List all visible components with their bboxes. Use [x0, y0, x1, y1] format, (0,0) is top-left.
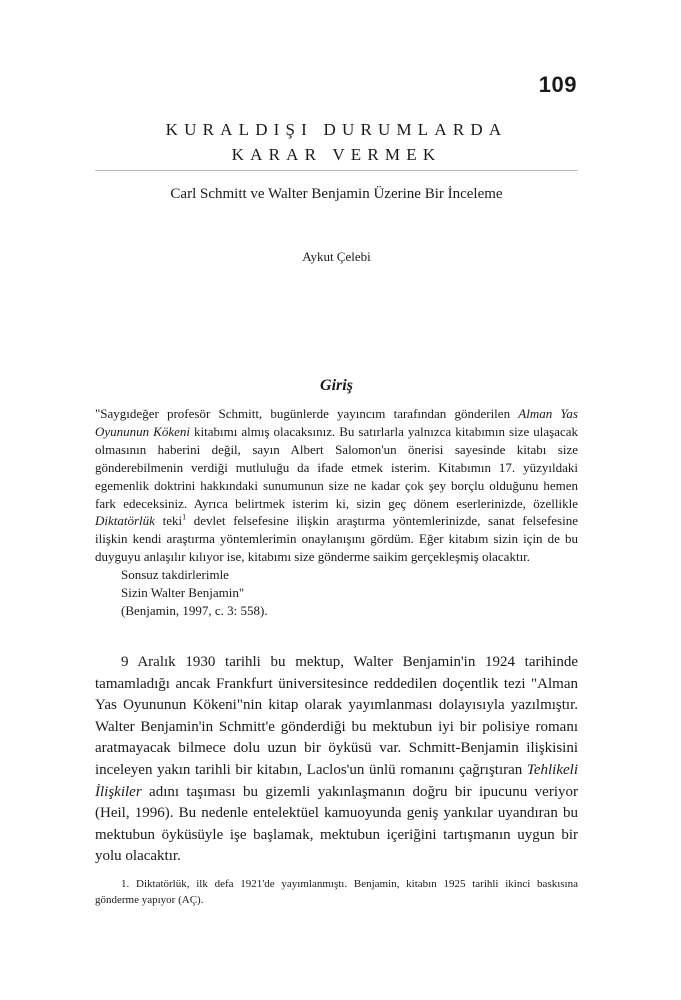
footnote: 1. Diktatörlük, ilk defa 1921'de yayımlanmıştı. Benjamin, kitabın 1925 tarihli ikinci baskısına gönderme yapıyor (AÇ).: [95, 878, 578, 906]
block-quote: [95, 405, 578, 620]
quote-work-title: Diktatörlük: [95, 513, 155, 529]
quote-text-4: devlet felsefesine ilişkin araştırma yöntemlerinizde, sanat felsefesine ilişkin kendi araştırma yöntemlerimin onaylanışını gördüm. Eğer kitabım sizin için de bu duyguyu anlaşılır kılıyor ise, kitabımı size gönderme saikim gerçekleşmiş olacaktır.: [95, 513, 578, 565]
body-paragraph: [95, 652, 578, 868]
article-subtitle: Carl Schmitt ve Walter Benjamin Üzerine Bir İnceleme: [170, 186, 503, 202]
quote-book-title: Alman Yas Oyununun Kökeni: [95, 406, 578, 439]
title-line-2: KARAR VERMEK: [231, 145, 442, 164]
title-divider: [95, 170, 578, 171]
quote-text-2: kitabımı almış olacaksınız. Bu satırlarla yalnızca kitabımın size ulaşacak olmasının haberini değil, sayın Albert Salomon'un önerisi sayesinde kitabı size gönderebilmenin verdiği mutluluğu da ifade etmek isterim. Kitabımın 17. yüzyıldaki egemenlik doktrini hakkındaki sunumunun size ne kadar çok şey borçlu olduğunu hemen fark edeceksiniz. Ayrıca belirtmek isterim ki, sizin geç dönem eserlerinizde, özellikle: [95, 423, 579, 511]
quote-text-1: "Saygıdeğer profesör Schmitt, bugünlerde yayıncım tarafından gönderilen: [95, 406, 519, 421]
quote-signature: Sizin Walter Benjamin": [121, 585, 245, 601]
page-number: 109: [538, 72, 577, 97]
quote-closing: Sonsuz takdirlerimle: [121, 567, 229, 583]
quote-text-3: teki: [154, 513, 183, 529]
author-name: Aykut Çelebi: [302, 249, 371, 264]
body-text-2: adını taşıması bu gizemli yakınlaşmanın doğru bir ipucunu veriyor (Heil, 1996). Bu nedenle entelektüel kamuoyunda geniş yankılar uyandıran bu mektubun öyküsüyle işe başlamak, mektubun içeriğini tartışmanın uygun bir yolu olacaktır.: [95, 783, 578, 865]
body-text-1: 9 Aralık 1930 tarihli bu mektup, Walter Benjamin'in 1924 tarihinde tamamladığı ancak Frankfurt üniversitesince reddedilen doçentlik tezi "Alman Yas Oyununun Kökeni"nin kitap olarak yayımlanması dolayısıyla yazılmıştır. Walter Benjamin'in Schmitt'e gönderdiği bu mektubun iyi bir polisiye romanı aratmayacak bilmece dolu uzun bir öyküsü var. Schmitt-Benjamin ilişkisini inceleyen yakın tarihli bir kitabın, Laclos'un ünlü romanını çağrıştıran: [95, 654, 578, 778]
title-line-1: KURALDIŞI DURUMLARDA: [165, 120, 508, 139]
body-book-title: Tehlikeli İlişkiler: [95, 761, 578, 800]
article-title: [95, 117, 578, 167]
quote-paragraph: [95, 405, 578, 566]
section-heading: Giriş: [320, 377, 353, 394]
quote-citation: (Benjamin, 1997, c. 3: 558).: [121, 602, 268, 618]
footnote-ref: 1: [182, 513, 187, 523]
